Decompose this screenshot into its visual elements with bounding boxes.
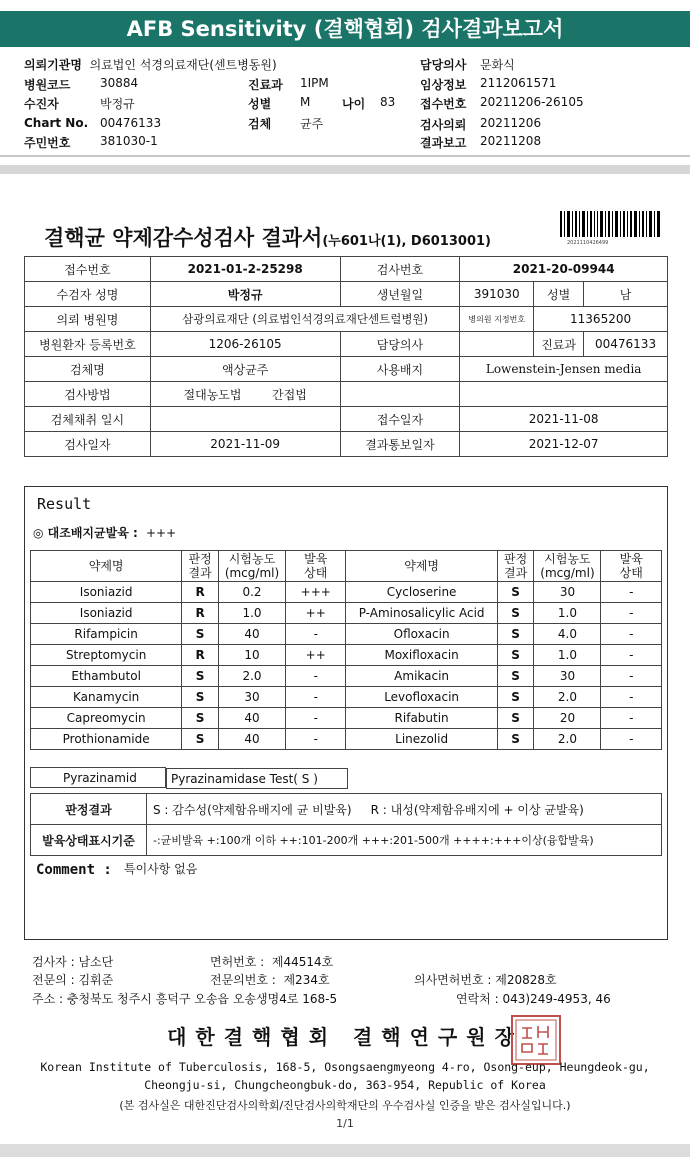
expert-no-line [210,971,330,988]
left-drug-cell: Ethambutol [31,666,182,687]
drug-row [31,582,662,603]
dept-label: 진료과 [248,78,283,92]
address-value: 충청북도 청주시 흥덕구 오송읍 오송생명4로 168-5 [66,992,338,1006]
right-conc-cell: 4.0 [534,624,601,645]
right-drug-cell: Levofloxacin [346,687,497,708]
right-conc-cell: 1.0 [534,603,601,624]
left-drug-cell: Isoniazid [31,603,182,624]
test-date-value: 2021-11-09 [150,432,340,457]
license-value: 제44514호 [271,955,334,969]
receipt-row [420,95,584,112]
comment-label: Comment : [36,862,112,878]
report-title-bar [0,11,690,47]
left-judge-cell: S [182,729,219,750]
expert-value: 김휘준 [78,973,114,987]
doctor-value: 문화식 [480,58,515,72]
doctor-label: 담당의사 [420,58,467,72]
institution-value: 의료법인 석경의료재단(센트병동원) [89,58,277,72]
left-conc-cell: 10 [219,645,286,666]
left-conc-cell: 30 [219,687,286,708]
method-indirect: 간접법 [272,387,307,402]
left-growth-cell: +++ [285,582,346,603]
method-empty-2 [460,382,668,407]
judge-r: R : 내성(약제함유배지에 + 이상 균발육) [370,802,584,817]
report-value: 20211208 [480,134,542,148]
right-conc-cell: 2.0 [534,729,601,750]
sex-value: M [300,95,311,109]
clinical-row [420,76,557,93]
barcode-number: 2021110426499 [567,240,609,246]
right-drug-cell: Amikacin [346,666,497,687]
right-growth-cell: - [601,603,662,624]
contact-line [456,990,611,1007]
dept-row [248,76,329,93]
col-conc-left-2: (mcg/ml) [224,566,280,580]
designated-label: 병의원 지정번호 [460,307,534,332]
left-judge-cell: R [182,582,219,603]
drug-row [31,708,662,729]
drug-table [30,550,662,750]
certification-note: (본 검사실은 대한진단검사의학회/진단검사의학재단의 우수검사실 인증을 받은 검사실입니다.) [119,1099,571,1112]
notify-label: 결과통보일자 [340,432,460,457]
right-drug-cell: P-Aminosalicylic Acid [346,603,497,624]
growth-criteria-value: -:균비발육 +:100개 이하 ++:101-200개 +++:201-500개 ++++:+++이상(융합발육) [147,825,662,856]
institute-name-kr: 대한결핵협회 결핵연구원장 [167,1025,523,1049]
birth-value: 391030 [460,282,534,307]
contact-value: 043)249-4953, 46 [502,992,611,1006]
left-judge-cell: S [182,687,219,708]
tester-line [32,953,113,970]
specimen-name-label: 검체명 [25,357,151,382]
name-value: 박정규 [150,282,340,307]
left-growth-cell: - [285,729,346,750]
doctor-row [420,56,515,73]
age-row [342,95,396,112]
judge-criteria-label: 판정결과 [31,794,147,825]
info-dept-label: 진료과 [534,332,584,357]
age-value: 83 [380,95,396,109]
receipt-no-value: 2021-01-2-25298 [150,257,340,282]
drug-row [31,687,662,708]
method-label: 검사방법 [25,382,151,407]
reg-label: 병원환자 등록번호 [25,332,151,357]
collect-label: 검체채취 일시 [25,407,151,432]
document-title-text: 결핵균 약제감수성검사 결과서 [44,226,323,250]
medium-value: Lowenstein-Jensen media [460,357,668,382]
official-seal-icon [510,1014,562,1066]
left-growth-cell: ++ [285,603,346,624]
left-drug-cell: Capreomycin [31,708,182,729]
doctor-license-line [414,971,557,988]
right-conc-cell: 1.0 [534,645,601,666]
method-absolute: 절대농도법 [183,387,242,402]
document-title [44,222,491,252]
judge-criteria-value [147,794,662,825]
col-growth-left-1: 발육 [304,552,328,566]
col-growth-left [285,551,346,582]
hospital-code-label: 병원코드 [24,78,71,92]
barcode-image [560,211,660,237]
medium-label: 사용배지 [340,357,460,382]
dept-value: 1IPM [300,76,329,90]
hospital-label: 의뢰 병원명 [25,307,151,332]
resident-label: 주민번호 [24,136,71,150]
right-drug-cell: Rifabutin [346,708,497,729]
page-gap-top [0,165,690,174]
receipt-no-label: 접수번호 [25,257,151,282]
sex-value-cell: 남 [584,282,668,307]
info-doctor-label: 담당의사 [340,332,460,357]
pyrazinamid-value: Pyrazinamidase Test( S ) [166,768,348,789]
expert-label: 전문의 : [32,973,75,987]
right-drug-cell: Linezolid [346,729,497,750]
notify-value: 2021-12-07 [460,432,668,457]
report-row [420,134,542,151]
left-growth-cell: - [285,708,346,729]
chart-value: 00476133 [100,116,162,130]
method-value [150,382,340,407]
birth-label: 생년월일 [340,282,460,307]
tester-value: 남소단 [78,955,114,969]
address-line [32,990,337,1007]
expert-no-label: 전문의번호 : [210,973,276,987]
name-label: 수검자 성명 [25,282,151,307]
right-judge-cell: S [497,687,534,708]
right-conc-cell: 2.0 [534,687,601,708]
left-growth-cell: - [285,687,346,708]
expert-line [32,971,113,988]
institution-row [24,56,277,73]
col-growth-right-1: 발육 [619,552,643,566]
left-growth-cell: - [285,666,346,687]
clinical-label: 임상정보 [420,78,467,92]
patient-info-table [24,256,668,457]
left-conc-cell: 0.2 [219,582,286,603]
right-judge-cell: S [497,603,534,624]
right-judge-cell: S [497,582,534,603]
right-drug-cell: Cycloserine [346,582,497,603]
left-drug-cell: Isoniazid [31,582,182,603]
right-judge-cell: S [497,666,534,687]
col-conc-left [219,551,286,582]
license-label: 면허번호 : [210,955,265,969]
hospital-code-row [24,76,139,93]
left-conc-cell: 40 [219,708,286,729]
received-value: 2021-11-08 [460,407,668,432]
right-growth-cell: - [601,687,662,708]
specimen-row [248,115,324,132]
left-growth-cell: - [285,624,346,645]
col-judge-right-2: 결과 [504,566,528,580]
right-growth-cell: - [601,666,662,687]
request-row [420,116,542,133]
contact-label: 연락처 : [456,992,499,1006]
right-judge-cell: S [497,645,534,666]
left-drug-cell: Rifampicin [31,624,182,645]
specimen-name-value: 액상균주 [150,357,340,382]
hospital-code-value: 30884 [100,76,139,90]
test-no-value: 2021-20-09944 [460,257,668,282]
left-judge-cell: S [182,666,219,687]
judge-s: S : 감수성(약제함유배지에 균 비발육) [153,802,352,817]
expert-no-value: 제234호 [283,973,330,987]
institute-name-en-2: Cheongju-si, Chungcheongbuk-do, 363-954, Republic of Korea [144,1078,546,1092]
col-judge-left [182,551,219,582]
patient-value: 박정규 [100,97,135,111]
col-growth-right-2: 상태 [619,566,643,580]
left-judge-cell: S [182,708,219,729]
right-growth-cell: - [601,624,662,645]
address-label: 주소 : [32,992,64,1006]
info-dept-value: 00476133 [584,332,668,357]
method-empty-1 [340,382,460,407]
control-label: ◎ 대조배지균발육 : [33,526,138,540]
right-judge-cell: S [497,708,534,729]
doctor-license-value: 제20828호 [495,973,557,987]
left-drug-cell: Kanamycin [31,687,182,708]
control-value: +++ [145,526,177,540]
patient-label: 수진자 [24,97,59,111]
right-growth-cell: - [601,645,662,666]
right-conc-cell: 30 [534,582,601,603]
control-growth [33,524,176,541]
col-conc-right [534,551,601,582]
specimen-label: 검체 [248,117,272,131]
result-heading: Result [37,495,92,513]
document-code: (누601나(1), D6013001) [322,234,491,249]
drug-row [31,645,662,666]
left-judge-cell: R [182,603,219,624]
specimen-value: 균주 [300,117,324,131]
receipt-value: 20211206-26105 [480,95,584,109]
designated-value: 11365200 [534,307,668,332]
info-doctor-value [460,332,534,357]
header-divider [0,155,690,157]
resident-value: 381030-1 [100,134,158,148]
drug-row [31,666,662,687]
pyrazinamid-label: Pyrazinamid [30,767,166,788]
col-judge-right-1: 판정 [504,552,528,566]
chart-row [24,116,162,130]
col-judge-left-1: 판정 [188,552,212,566]
col-drug-right: 약제명 [346,551,497,582]
growth-criteria-label: 발육상태표시기준 [31,825,147,856]
left-drug-cell: Streptomycin [31,645,182,666]
right-conc-cell: 30 [534,666,601,687]
sex-row [248,95,311,112]
resident-row [24,134,158,151]
collect-value [150,407,340,432]
reg-value: 1206-26105 [150,332,340,357]
left-growth-cell: ++ [285,645,346,666]
right-drug-cell: Moxifloxacin [346,645,497,666]
col-conc-left-1: 시험농도 [228,552,276,566]
drug-row [31,729,662,750]
request-label: 검사의뢰 [420,118,467,132]
receipt-label: 접수번호 [420,97,467,111]
tester-label: 검사자 : [32,955,75,969]
request-value: 20211206 [480,116,542,130]
doctor-license-label: 의사면허번호 : [414,973,492,987]
col-growth-right [601,551,662,582]
col-drug-left: 약제명 [31,551,182,582]
right-judge-cell: S [497,624,534,645]
institute-name-en-1: Korean Institute of Tuberculosis, 168-5, Osongsaengmyeong 4-ro, Osong-eup, Heungdeok-gu, [40,1060,650,1074]
comment-value: 특이사항 없음 [124,862,198,876]
sex-label: 성별 [248,97,272,111]
page-gap-bottom [0,1144,690,1157]
col-growth-left-2: 상태 [304,566,328,580]
col-conc-right-2: (mcg/ml) [540,566,595,580]
col-conc-right-1: 시험농도 [544,552,591,566]
page-number: 1/1 [336,1117,354,1130]
drug-row [31,603,662,624]
right-drug-cell: Ofloxacin [346,624,497,645]
patient-row [24,95,135,112]
chart-label: Chart No. [24,116,89,130]
left-judge-cell: S [182,624,219,645]
report-label: 결과보고 [420,136,467,150]
left-conc-cell: 40 [219,624,286,645]
license-line [210,953,333,970]
right-judge-cell: S [497,729,534,750]
col-judge-right [497,551,534,582]
institution-label: 의뢰기관명 [24,58,82,72]
clinical-value: 2112061571 [480,76,557,90]
left-judge-cell: R [182,645,219,666]
col-judge-left-2: 결과 [188,566,212,580]
drug-row [31,624,662,645]
right-conc-cell: 20 [534,708,601,729]
right-growth-cell: - [601,582,662,603]
test-no-label: 검사번호 [340,257,460,282]
test-date-label: 검사일자 [25,432,151,457]
received-label: 접수일자 [340,407,460,432]
report-title: AFB Sensitivity (결핵협회) 검사결과보고서 [126,17,564,41]
age-label: 나이 [342,97,366,111]
sex-label-cell: 성별 [534,282,584,307]
left-conc-cell: 40 [219,729,286,750]
left-drug-cell: Prothionamide [31,729,182,750]
legend-table [30,793,662,856]
right-growth-cell: - [601,708,662,729]
left-conc-cell: 1.0 [219,603,286,624]
left-conc-cell: 2.0 [219,666,286,687]
hospital-value: 삼광의료재단 (의료법인석경의료재단센트럴병원) [150,307,460,332]
right-growth-cell: - [601,729,662,750]
